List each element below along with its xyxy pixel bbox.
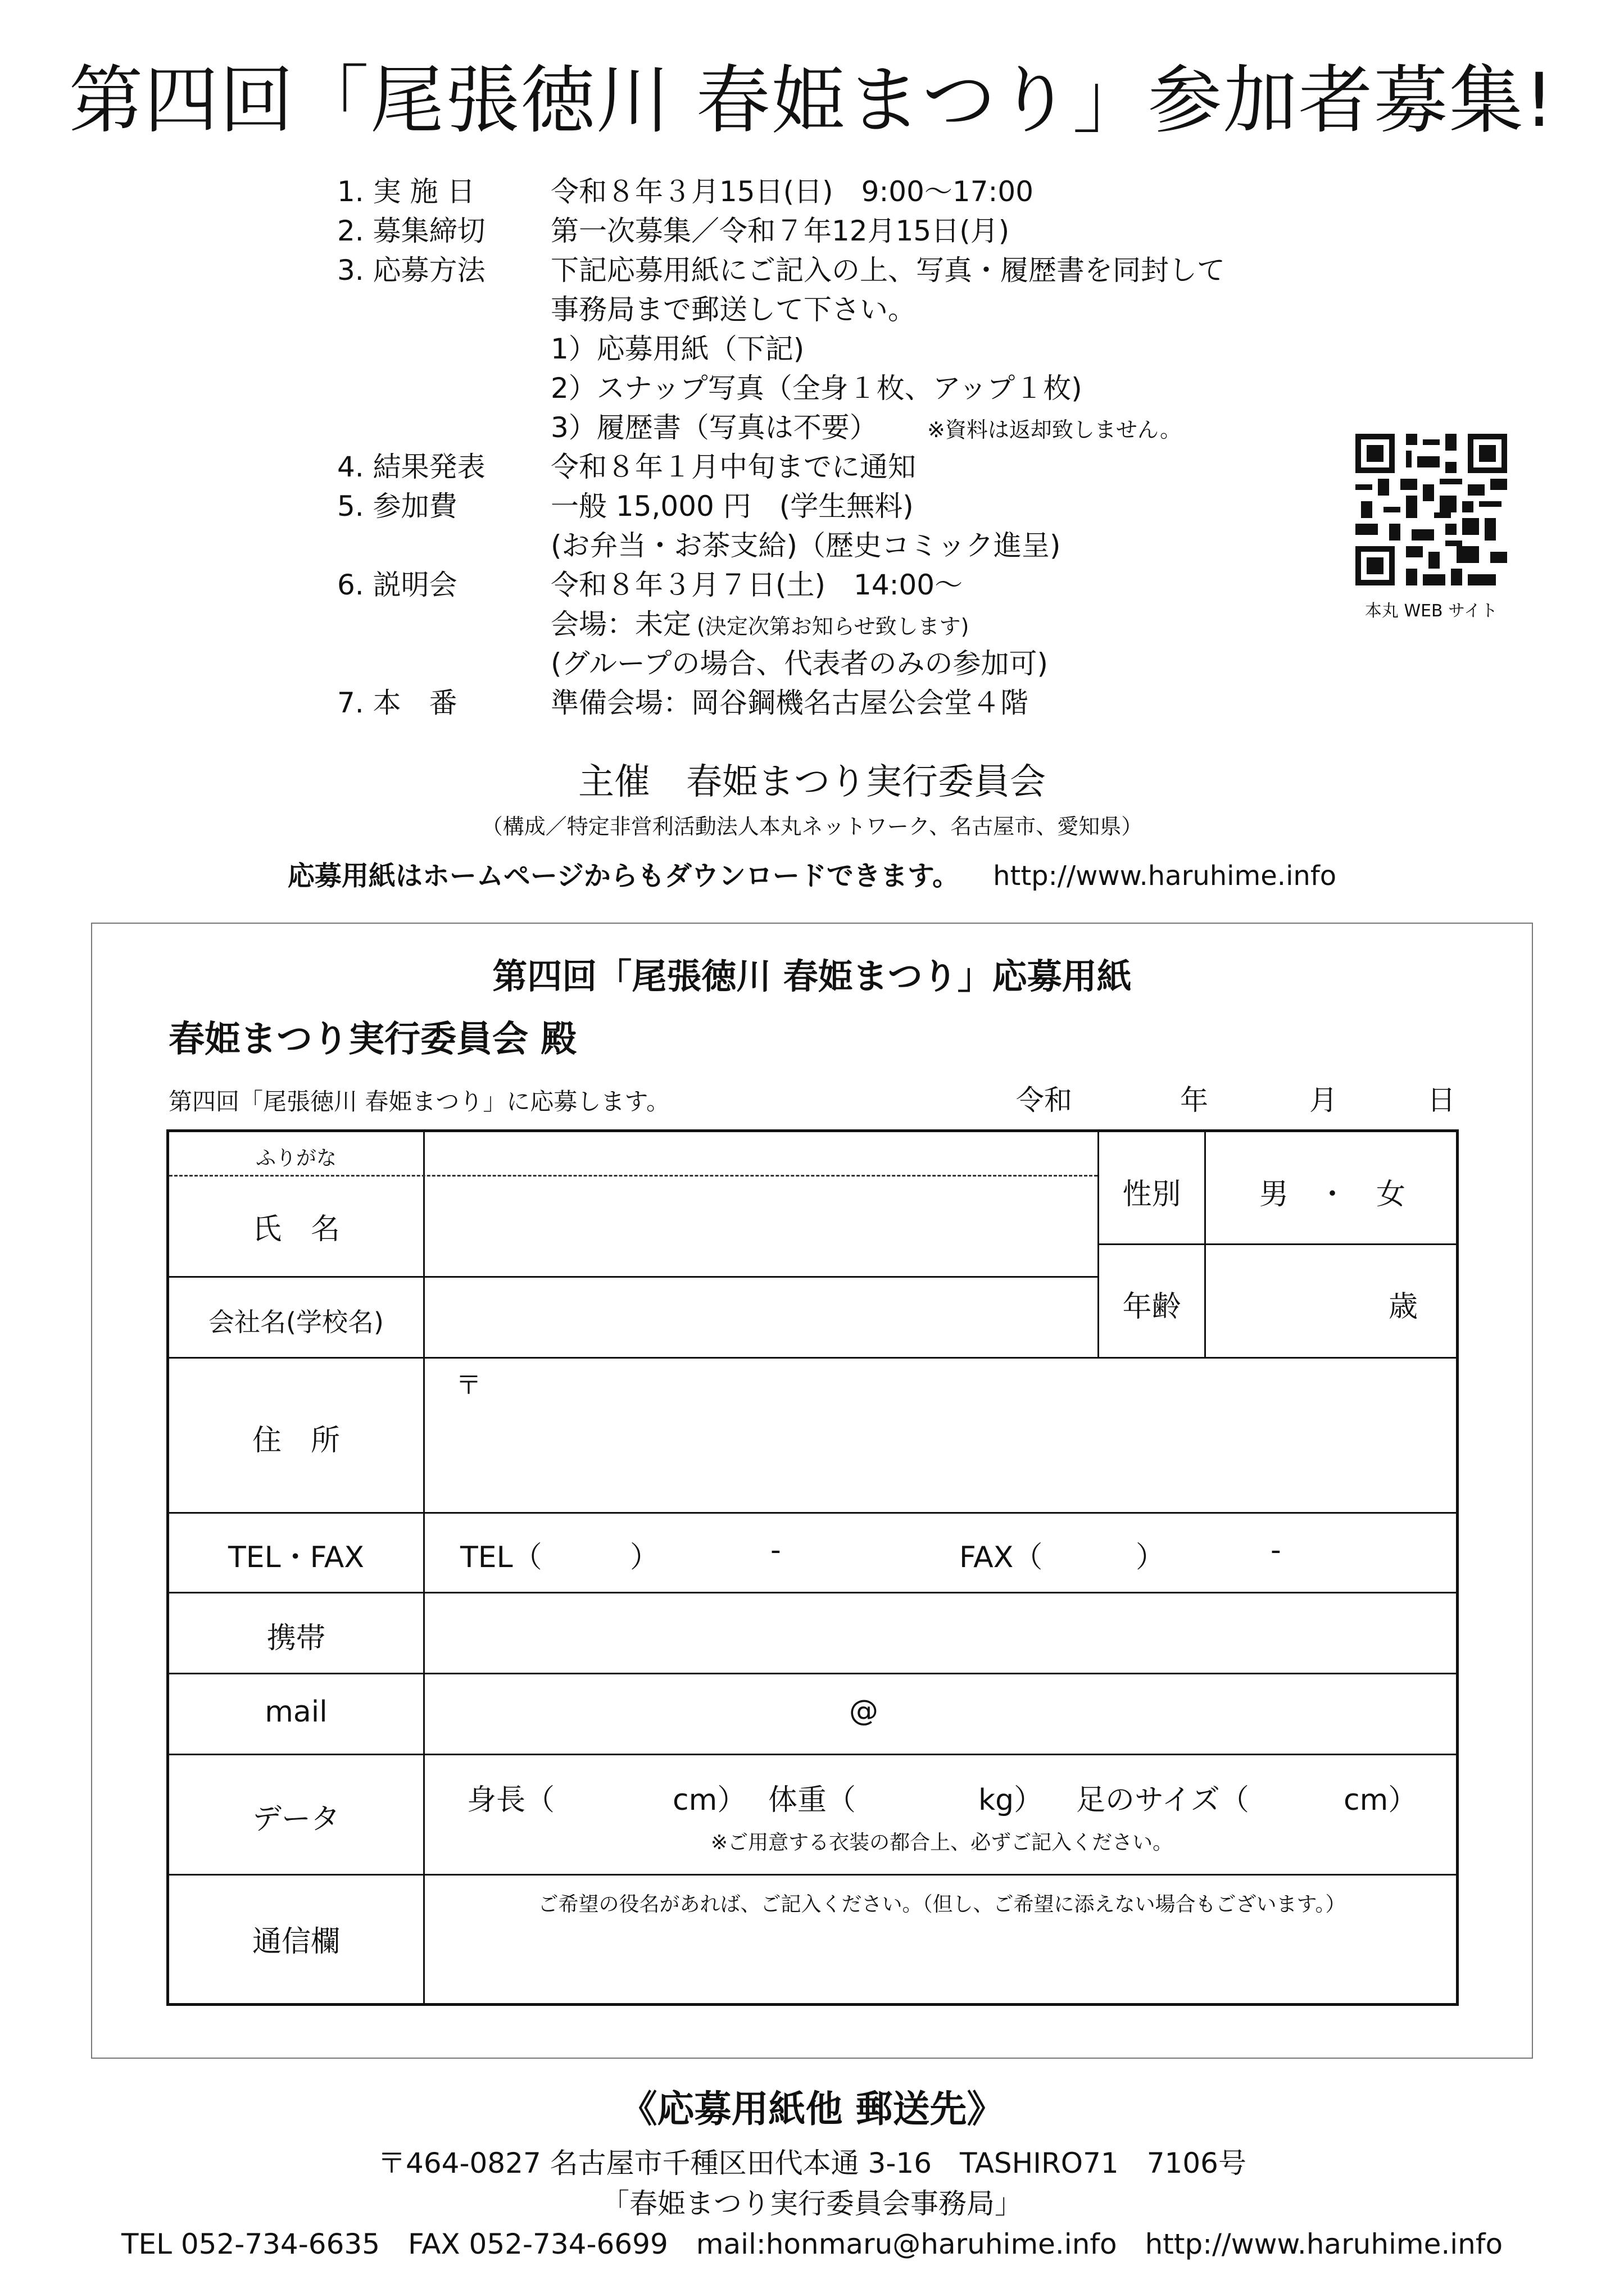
website-link[interactable]: http://www.haruhime.info <box>993 860 1337 892</box>
tel-close: ） <box>630 1541 660 1574</box>
detail-label: 1. 実 施 日 <box>337 175 475 208</box>
organizer-main: 主催 春姫まつり実行委員会 <box>578 761 1046 803</box>
detail-value: (お弁当・お茶支給)（歴史コミック進呈) <box>551 529 1061 562</box>
name-field[interactable] <box>427 1178 1095 1274</box>
company-field[interactable] <box>427 1279 1095 1355</box>
postal-mark: 〒 <box>456 1370 482 1400</box>
form-addressee: 春姫まつり実行委員会 殿 <box>169 1019 577 1060</box>
remarks-field[interactable] <box>427 1919 1457 2001</box>
table-divider <box>169 1874 1459 1876</box>
weight-unit: kg） <box>978 1783 1044 1817</box>
form-apply-line: 第四回「尾張徳川 春姫まつり」に応募します。 <box>169 1088 670 1115</box>
qr-caption: 本丸 WEB サイト <box>1364 601 1498 621</box>
name-label: 氏 名 <box>252 1213 340 1246</box>
fax-close: ） <box>1136 1541 1165 1574</box>
table-divider <box>169 1754 1459 1755</box>
detail-value: 令和８年３月７日(土) 14:00～ <box>551 569 963 601</box>
table-divider <box>169 1357 1459 1359</box>
detail-value: 下記応募用紙にご記入の上、写真・履歴書を同封して <box>551 254 1225 287</box>
no-return-note: ※資料は返却致しません。 <box>927 417 1182 442</box>
remarks-note: ご希望の役名があれば、ご記入ください。（但し、ご希望に添えない場合もございます。） <box>538 1893 1346 1916</box>
detail-value: 会場：未定 <box>551 608 691 641</box>
address-label: 住 所 <box>252 1424 340 1457</box>
detail-value: 3）履歴書（写真は不要） <box>551 411 878 444</box>
tel-open: TEL（ <box>460 1541 542 1574</box>
address-field[interactable] <box>427 1359 1457 1510</box>
mobile-label: 携帯 <box>266 1622 325 1655</box>
contact-line[interactable]: TEL 052-734-6635 FAX 052-734-6699 mail:honmaru@haruhime.info http://www.haruhime.info <box>121 2228 1503 2260</box>
detail-label: 7. 本 番 <box>337 687 457 719</box>
telfax-label: TEL・FAX <box>228 1541 364 1574</box>
page-title: 第四回「尾張徳川 春姫まつり」参加者募集! <box>69 57 1555 144</box>
form-title: 第四回「尾張徳川 春姫まつり」応募用紙 <box>492 956 1132 997</box>
data-note: ※ご用意する衣装の都合上、必ずご記入ください。 <box>710 1831 1173 1854</box>
fax-dash: - <box>1271 1533 1281 1567</box>
organizer-members: （構成／特定非営利活動法人本丸ネットワーク、名古屋市、愛知県） <box>481 814 1143 839</box>
detail-value: 1）応募用紙（下記) <box>551 333 805 365</box>
data-label: データ <box>252 1802 340 1836</box>
application-table <box>166 1129 1459 2006</box>
foot-label: 足のサイズ（ <box>1076 1783 1249 1817</box>
mail-at: @ <box>849 1694 878 1728</box>
fax-open: FAX（ <box>959 1541 1043 1574</box>
mail-label: mail <box>265 1695 328 1729</box>
age-label: 年齢 <box>1122 1290 1181 1324</box>
age-unit: 歳 <box>1389 1290 1418 1324</box>
table-divider <box>169 1276 1097 1278</box>
detail-value: (グループの場合、代表者のみの参加可) <box>551 647 1049 680</box>
detail-label: 4. 結果発表 <box>337 451 486 483</box>
furigana-label: ふりがな <box>255 1147 337 1170</box>
mobile-field[interactable] <box>427 1594 1457 1670</box>
download-line <box>0 854 1624 893</box>
date-era: 令和 <box>1016 1084 1072 1116</box>
download-text: 応募用紙はホームページからもダウンロードできます。 <box>287 860 960 892</box>
detail-value: 一般 15,000 円 (学生無料) <box>551 490 914 523</box>
height-unit: cm） <box>673 1783 747 1817</box>
detail-value: 事務局まで郵送して下さい。 <box>551 293 916 326</box>
mailing-title: 《応募用紙他 郵送先》 <box>620 2087 1004 2131</box>
age-field[interactable] <box>1208 1248 1376 1355</box>
mailing-office: 「春姫まつり実行委員会事務局」 <box>601 2187 1023 2220</box>
table-divider <box>1097 1243 1459 1245</box>
detail-value: 準備会場：岡谷鋼機名古屋公会堂４階 <box>551 687 1028 719</box>
detail-label: 6. 説明会 <box>337 569 457 601</box>
weight-label: 体重（ <box>768 1783 856 1817</box>
mail-field[interactable] <box>427 1675 1457 1751</box>
detail-value: 2）スナップ写真（全身１枚、アップ１枚) <box>551 372 1082 405</box>
company-label: 会社名(学校名) <box>208 1307 384 1337</box>
gender-label: 性別 <box>1122 1178 1181 1211</box>
mailing-address: 〒464-0827 名古屋市千種区田代本通 3-16 TASHIRO71 7106号 <box>378 2147 1246 2180</box>
table-divider <box>169 1673 1459 1674</box>
detail-label: 3. 応募方法 <box>337 254 486 287</box>
date-year: 年 <box>1180 1084 1208 1116</box>
date-month: 月 <box>1309 1084 1337 1116</box>
detail-label: 5. 参加費 <box>337 490 457 523</box>
table-divider <box>423 1132 425 2003</box>
detail-value: 令和８年３月15日(日) 9:00～17:00 <box>551 175 1034 208</box>
furigana-divider <box>169 1175 1097 1177</box>
foot-unit: cm） <box>1344 1783 1418 1817</box>
detail-value: 令和８年１月中旬までに通知 <box>551 451 916 483</box>
remarks-label: 通信欄 <box>252 1925 340 1959</box>
gender-select[interactable]: 男 ・ 女 <box>1259 1178 1405 1211</box>
table-divider <box>169 1512 1459 1514</box>
table-divider <box>169 1592 1459 1593</box>
detail-label: 2. 募集締切 <box>337 215 486 247</box>
qr-code-icon[interactable] <box>1355 434 1507 585</box>
tel-dash: - <box>770 1533 781 1567</box>
height-label: 身長（ <box>467 1783 555 1817</box>
date-day: 日 <box>1427 1084 1455 1116</box>
venue-tbd-note: (決定次第お知らせ致します) <box>697 614 969 639</box>
detail-value: 第一次募集／令和７年12月15日(月) <box>551 215 1010 247</box>
